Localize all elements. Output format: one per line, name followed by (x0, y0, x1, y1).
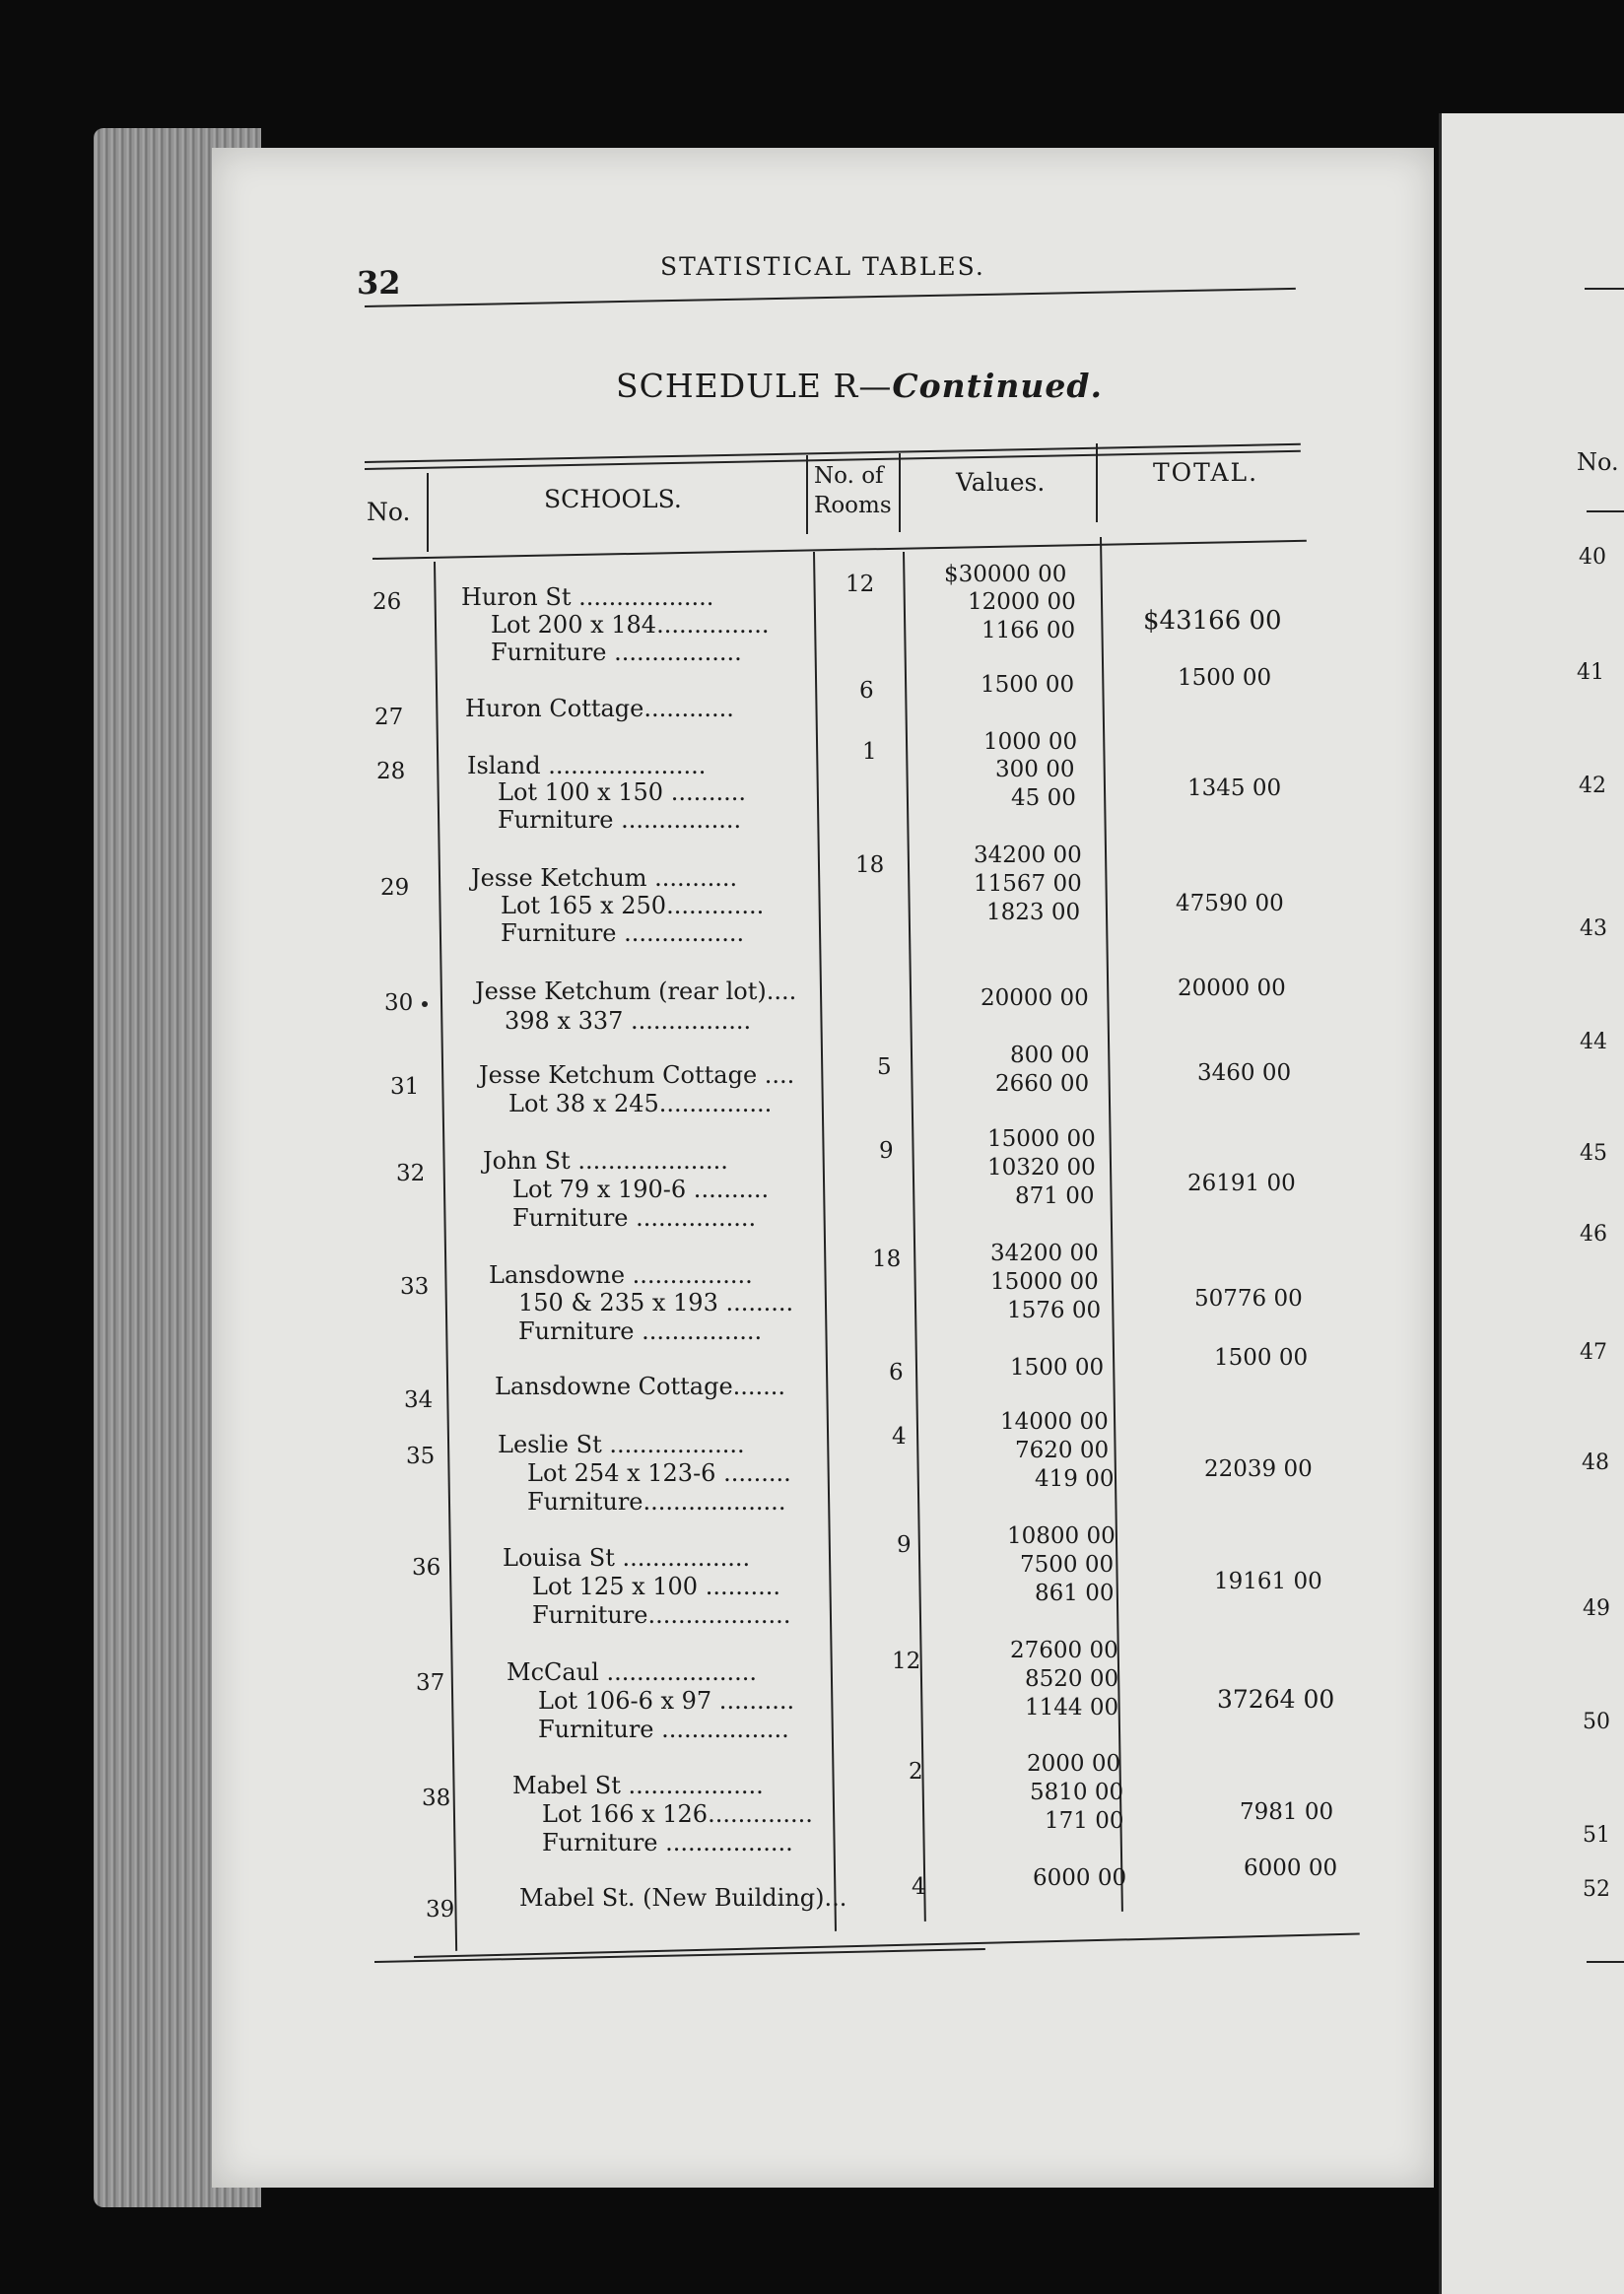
row-total: 50776 00 (1194, 1286, 1303, 1312)
right-bottom-rule (1587, 1961, 1624, 1963)
right-page-rule (1585, 288, 1624, 290)
row-total: 19161 00 (1214, 1569, 1322, 1594)
value-amount: 871 00 (1015, 1183, 1095, 1209)
school-name: Jesse Ketchum ........... (471, 864, 738, 892)
value-amount: 2660 00 (995, 1071, 1090, 1097)
row-total: 20000 00 (1178, 976, 1286, 1001)
school-detail: Furniture ................ (498, 806, 742, 834)
right-row-number: 48 (1582, 1451, 1609, 1475)
school-detail: Lot 166 x 126.............. (542, 1800, 813, 1828)
value-amount: 14000 00 (1000, 1409, 1109, 1435)
col-header-values: Values. (956, 468, 1046, 497)
school-name: Jesse Ketchum (rear lot).... (475, 978, 797, 1005)
school-name: John St .................... (483, 1147, 728, 1175)
row-number: 28 (376, 759, 406, 784)
school-detail: 398 x 337 ................ (505, 1007, 752, 1035)
school-detail: Furniture................... (527, 1488, 786, 1516)
rooms-count: 12 (892, 1649, 921, 1674)
school-detail: Furniture ................ (518, 1317, 763, 1345)
value-amount: 12000 00 (968, 589, 1076, 615)
school-detail: Furniture ................. (538, 1716, 789, 1743)
right-row-number: 43 (1580, 916, 1607, 941)
school-detail: Furniture ................ (512, 1204, 757, 1232)
right-col-header-no: No. (1577, 448, 1619, 476)
value-amount: 2000 00 (1027, 1751, 1121, 1777)
value-amount: 45 00 (1011, 785, 1076, 811)
col-header-no: No. (367, 498, 411, 526)
school-detail: Lot 79 x 190-6 .......... (512, 1176, 770, 1203)
col-divider (899, 453, 901, 532)
school-name: Louisa St ................. (503, 1544, 751, 1572)
row-number: 36 (412, 1555, 441, 1581)
row-number: 29 (380, 875, 410, 901)
school-name: Lansdowne Cottage....... (495, 1373, 786, 1400)
value-amount: 5810 00 (1030, 1780, 1124, 1805)
value-amount: 10320 00 (987, 1155, 1096, 1181)
row-total: 3460 00 (1197, 1060, 1292, 1086)
school-name: Lansdowne ................ (489, 1261, 753, 1289)
rooms-count: 4 (912, 1874, 926, 1900)
right-row-number: 41 (1577, 660, 1604, 685)
school-name: Mabel St. (New Building)... (519, 1884, 847, 1912)
rooms-count: 2 (909, 1759, 923, 1785)
school-detail: Furniture ................. (542, 1829, 793, 1856)
school-detail: Lot 100 x 150 .......... (498, 778, 746, 806)
rooms-count: 6 (859, 678, 874, 704)
row-number: 34 (404, 1387, 434, 1413)
value-amount: 10800 00 (1007, 1523, 1116, 1549)
rooms-count: 9 (897, 1532, 912, 1558)
value-amount: 7620 00 (1015, 1438, 1110, 1463)
right-row-number: 42 (1579, 774, 1606, 798)
rooms-count: 18 (872, 1247, 902, 1272)
print-speck (422, 1001, 428, 1007)
row-total: 1345 00 (1187, 776, 1282, 801)
row-total: 1500 00 (1214, 1345, 1309, 1371)
school-detail: Furniture ................ (501, 919, 745, 947)
right-row-number: 46 (1580, 1222, 1607, 1247)
value-amount: 1000 00 (983, 729, 1078, 755)
value-amount: 1500 00 (1010, 1355, 1105, 1381)
rooms-count: 9 (879, 1138, 894, 1164)
value-amount: 15000 00 (990, 1269, 1099, 1295)
page-number: 32 (357, 264, 401, 302)
rooms-count: 18 (855, 852, 885, 878)
row-total: 26191 00 (1187, 1171, 1296, 1196)
value-amount: 1144 00 (1025, 1695, 1119, 1720)
value-amount: 1576 00 (1007, 1298, 1102, 1323)
row-total: 7981 00 (1240, 1799, 1334, 1825)
value-amount: 7500 00 (1020, 1552, 1115, 1578)
row-total: $43166 00 (1143, 606, 1282, 636)
row-total: 47590 00 (1176, 891, 1284, 916)
row-number: 31 (390, 1074, 420, 1100)
rooms-count: 1 (862, 739, 877, 765)
rooms-count: 12 (846, 572, 875, 597)
school-name: Island ..................... (467, 752, 707, 779)
row-number: 39 (426, 1897, 455, 1923)
schedule-title: SCHEDULE R—Continued. (616, 367, 1103, 405)
right-row-number: 51 (1583, 1823, 1610, 1848)
right-row-number: 47 (1580, 1340, 1607, 1365)
row-number: 30 (384, 990, 414, 1016)
right-header-rule (1587, 510, 1624, 512)
value-amount: 6000 00 (1033, 1865, 1127, 1891)
right-row-number: 44 (1580, 1030, 1607, 1054)
value-amount: 20000 00 (981, 985, 1089, 1011)
value-amount: 861 00 (1035, 1581, 1115, 1606)
row-number: 32 (396, 1161, 426, 1186)
value-amount: 419 00 (1035, 1466, 1115, 1492)
col-divider (427, 473, 429, 552)
value-amount: 1823 00 (986, 900, 1081, 925)
right-row-number: 45 (1580, 1141, 1607, 1166)
row-number: 35 (406, 1444, 436, 1469)
school-name: McCaul .................... (507, 1658, 758, 1686)
row-total: 37264 00 (1217, 1685, 1335, 1714)
school-name: Huron St .................. (461, 583, 714, 611)
value-amount: 171 00 (1045, 1808, 1124, 1834)
school-name: Huron Cottage............ (465, 695, 734, 722)
rooms-count: 4 (892, 1424, 907, 1450)
row-number: 38 (422, 1786, 451, 1811)
school-detail: Lot 254 x 123-6 ......... (527, 1459, 791, 1487)
col-header-rooms: No. of Rooms (814, 463, 892, 518)
value-amount: 11567 00 (974, 871, 1082, 897)
col-divider (806, 455, 808, 534)
school-detail: Lot 106-6 x 97 .......... (538, 1687, 795, 1715)
rooms-count: 6 (889, 1360, 904, 1385)
school-detail: Lot 125 x 100 .......... (532, 1573, 780, 1600)
right-row-number: 40 (1579, 545, 1606, 570)
row-number: 27 (374, 705, 404, 730)
school-detail: Furniture................... (532, 1601, 791, 1629)
value-amount: 300 00 (995, 757, 1075, 782)
row-total: 1500 00 (1178, 665, 1272, 691)
value-amount: 15000 00 (987, 1126, 1096, 1152)
right-row-number: 52 (1583, 1877, 1610, 1902)
row-total: 22039 00 (1204, 1456, 1313, 1482)
value-amount: 27600 00 (1010, 1638, 1118, 1663)
row-number: 33 (400, 1274, 430, 1300)
value-amount: 800 00 (1010, 1043, 1090, 1068)
value-amount: $30000 00 (944, 562, 1067, 587)
right-page (1439, 113, 1624, 2294)
school-name: Mabel St .................. (512, 1772, 764, 1799)
rooms-count: 5 (877, 1054, 892, 1080)
school-detail: Lot 38 x 245............... (508, 1090, 773, 1117)
col-header-schools: SCHOOLS. (544, 485, 682, 513)
school-detail: Furniture ................. (491, 639, 742, 666)
school-name: Jesse Ketchum Cottage .... (479, 1061, 795, 1089)
right-row-number: 49 (1583, 1596, 1610, 1621)
row-number: 37 (416, 1670, 445, 1696)
school-detail: Lot 200 x 184............... (491, 611, 770, 639)
value-amount: 1500 00 (981, 672, 1075, 698)
value-amount: 34200 00 (990, 1241, 1099, 1266)
value-amount: 8520 00 (1025, 1666, 1119, 1692)
row-number: 26 (372, 589, 402, 615)
col-divider (1096, 443, 1098, 522)
right-row-number: 50 (1583, 1710, 1610, 1734)
school-name: Leslie St .................. (498, 1431, 745, 1458)
school-detail: 150 & 235 x 193 ......... (518, 1289, 794, 1316)
running-head: STATISTICAL TABLES. (660, 252, 985, 281)
value-amount: 1166 00 (981, 618, 1076, 643)
col-header-total: TOTAL. (1153, 458, 1259, 487)
school-detail: Lot 165 x 250............. (501, 892, 765, 919)
value-amount: 34200 00 (974, 843, 1082, 868)
row-total: 6000 00 (1244, 1855, 1338, 1881)
